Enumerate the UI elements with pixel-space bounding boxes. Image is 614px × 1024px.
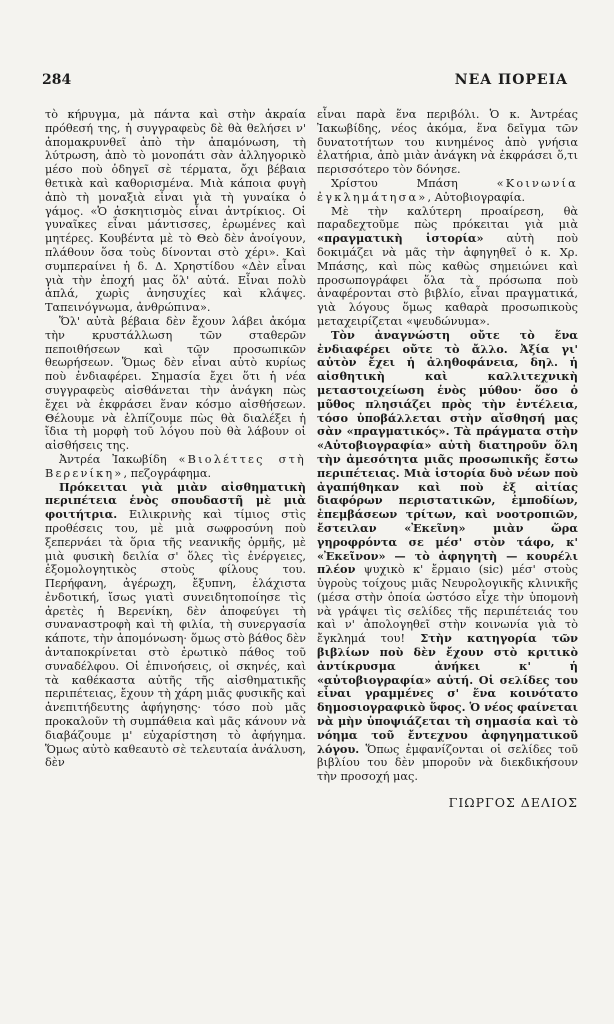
left-column [45,108,306,770]
text: Ειλικρινὴς καὶ τίμιος στὶς προθέσεις του, μὲ μιὰ σωφροσύνη ποὺ ξεπερνάει τὰ ὅρια τῆς νεανικῆς ὁρμῆς, μὲ μιὰ φυσικὴ δειλία σ' ὅλες τὶς ἐνέργειες, ἐξομολογητικὸς στοὺς φίλους του. Περήφανη, ἀγέρωχη, ἔξυπνη, ἐλάχιστα ἐνδοτική, ἴσως γιατὶ συνειδητοποίησε τὶς ἀρετὲς ἡ Βερενίκη, δὲν ἀποφεύγει τὴ συναναστροφὴ καὶ τὴ φιλία, τὴ συνεργασία κάποτε, τὴν ἀπομόνωση· ὅμως στὸ βάθος δὲν ἀνταποκρίνεται στὸ ἐρωτικὸ πάθος τοῦ συναδέλφου. Οἱ ἐπινοήσεις, οἱ σκηνές, καὶ τὰ καθέκαστα αὐτῆς τῆς αἰσθηματικῆς περιπέτειας, ἔχουν τὴ χάρη μιᾶς φυσικῆς καὶ ἀνεπιτήδευτης ἀφήγησης· τόσο ποὺ μᾶς προκαλοῦν τὴ συμπάθεια καὶ μᾶς κάνουν νὰ διαβάζουμε μ' εὐχαρίστηση τὸ ἀφήγημα. Ὅμως αὐτὸ καθεαυτὸ σὲ τελευταία ἀνάλυση, δὲν [45,508,306,770]
continued-paragraph: εἶναι παρὰ ἕνα περιβόλι. Ὁ κ. Ἀντρέας Ἰακωβίδης, νέος ἀκόμα, ἕνα δεῖγμα τῶν δυνατοτήτων του κινημένος ἀπὸ γνήσια ἐλατήρια, ἀπὸ μιὰν ἀνάγκη νὰ ἐκφράσει ὅ,τι περισσότερο τὸν δόνησε. [317,108,578,177]
paragraph [45,481,306,771]
bold-text: «πραγματικὴ ἱστορία» [317,231,484,246]
text: Μὲ τὴν καλύτερη προαίρεση, θὰ παραδεχτοῦμε πὼς πρόκειται γιὰ μιὰ [317,204,578,232]
review-book-title: «Βιολέττες στὴ Βερενίκη» [45,452,307,480]
page-number: 284 [42,72,72,88]
paragraph [317,329,578,784]
review-genre: , Αὐτοβιογραφία. [427,190,526,204]
author-signature: ΓΙΩΡΓΟΣ ΔΕΛΙΟΣ [448,795,578,811]
text: αὐτὴ ποὺ δοκιμάζει νὰ μᾶς τὴν ἀφηγηθεῖ ὁ κ. Χρ. Μπάσης, καὶ πὼς καθὼς σημειώνει καὶ προσωπογράφει ὅλα τὰ πρόσωπα ποὺ ἀναφέρονται στὸ βιβλίο, εἶναι πραγματικά, γιὰ λόγους ὅμως καθαρὰ προσωπικοὺς μεταχειρίζεται «ψευδώνυμα». [317,232,578,328]
paragraph [317,205,578,329]
bold-text: Τὸν ἀναγνώστη οὔτε τὸ ἕνα ἐνδιαφέρει οὔτε τὸ ἄλλο. Ἀξία γι' αὐτὸν ἔχει ἡ ἀληθοφάνεια, δηλ. ἡ αἰσθητικὴ καὶ καλλιτεχνικὴ μεταστοιχείωση ἑνὸς μύθου· ὅσο ὁ μῦθος πλησιάζει πρὸς τὴν ἐντέλεια, τόσο ὑποβάλλεται στὴν αἴσθησή μας σὰν «πραγματικός». Τὰ πράγματα στὴν «Αὐτοβιογραφία» αὐτὴ διατηροῦν ὅλη τὴν ἀμεσότητα μιᾶς προσωπικῆς ἔστω περιπέτειας. Μιὰ ἱστορία δυὸ νέων ποὺ ἀγαπήθηκαν καὶ ποὺ ἐξ αἰτίας διαφόρων περιστατικῶν, ἐμποδίων, ἐπεμβάσεων τρίτων, καὶ νοοτροπιῶν, ἔστειλαν «Ἐκεῖνη» μιὰν ὥρα γηροφρόντα σε μέσ' στὸν τάφο, κ' «Ἐκεῖνον» — τὸ ἀφηγητὴ — κουρέλι πλέον [317,327,578,577]
continued-paragraph: τὸ κήρυγμα, μὰ πάντα καὶ στὴν ἀκραία πρόθεσή της, ἡ συγγραφεὺς δὲ θὰ θελήσει ν' ἀπομακρυνθεῖ ἀπὸ τὴν ἀπαμόνωση, τὴ λύτρωση, ἀπὸ τὸ μονοπάτι σὰν ἀλληγορικὸ μέσο ποὺ ὁδηγεῖ σὲ τέρματα, ὄχι βέβαια θετικὰ καὶ καθορισμένα. Μιὰ κάποια φυγὴ ἀπὸ τὴ μοναξιὰ εἶναι γιὰ τὴ γυναίκα ὁ γάμος. «Ὁ ἀσκητισμὸς εἶναι ἀντρίκιος. Οἱ γυναῖκες εἶναι μάντισσες, ἐρωμένες καὶ μητέρες. Κουβέντα μὲ τὸ Θεὸ δὲν ἀνοίγουν, πλάθουν ὅσα τοὺς δίνονται στὸ χέρι». Καὶ συμπεραίνει ἡ δ. Δ. Χρηστίδου «Δὲν εἶναι γιὰ τὴν ἐποχή μας ὅλ' αὐτά. Εἶναι πολὺ ἁπλά, χωρὶς ἀνησυχίες καὶ κλάψες. Ταπεινόγνωμα, ἀνθρώπινα». [45,108,306,315]
review-book-title: «Κοινωνία ἐγκλημάτησα» [317,176,579,204]
running-title: ΝΕΑ ΠΟΡΕΙΑ [454,72,568,88]
bold-text: Στὴν κατηγορία τῶν βιβλίων ποὺ δὲν ἔχουν στὸ κριτικὸ ἀντίκρυσμα ἀνήκει κ' ἡ «αὐτοβιογραφία» αὐτή. Οἱ σελίδες του εἶναι γραμμένες σ' ἕνα κοινότατο δημοσιογραφικὸ ὕφος. Ὁ νέος φαίνεται νὰ μὴν ὑποψιάζεται τὴ σημασία καὶ τὸ νόημα τοῦ ἔντεχνου ἀφηγηματικοῦ λόγου. [317,631,578,756]
text: Ὅπως ἐμφανίζονται οἱ σελίδες τοῦ βιβλίου του δὲν μποροῦν νὰ διεκδικήσουν τὴν προσοχή μας. [317,742,578,784]
review-author: Ἀντρέα Ἰακωβίδη [59,452,167,466]
text: ψυχικὸ κ' ἔρμαιο (sic) μέσ' στοὺς ὑγροὺς τοίχους μιᾶς Νευρολογικῆς κλινικῆς (μέσα στὴν ὁποία ὡστόσο εἶχε τὴν ὑπομονὴ νὰ γράψει τὶς σελίδες τῆς περιπέτειάς του καὶ ν' ἀπολογηθεῖ στὴν κοινωνία γιὰ τὸ ἔγκλημά του! [317,563,578,646]
review-genre: , πεζογράφημα. [123,466,212,480]
paragraph: Ὅλ' αὐτὰ βέβαια δὲν ἔχουν λάβει ἀκόμα τὴν κρυστάλλωση τῶν σταθερῶν πεποιθήσεων καὶ τῶν προσωπικῶν θεωρήσεων. Ὅμως δὲν εἶναι αὐτὸ κυρίως ποὺ ἐνδιαφέρει. Σημασία ἔχει ὅτι ἡ νέα συγγραφεὺς αἰσθάνεται τὴν ἀνάγκη πὼς ἔχει νὰ ἐκφράσει ἕναν κόσμο αἰσθήσεων. Θέλουμε νὰ ἐλπίζουμε πὼς θὰ διαλέξει ἡ ἴδια τὴ μορφὴ τοῦ λόγου ποὺ θὰ λάβουν οἱ αἰσθήσεις της. [45,314,306,453]
bold-text: Πρόκειται γιὰ μιὰν αἰσθηματικὴ περιπέτεια ἑνὸς σπουδαστῆ μὲ μιὰ φοιτήτρια. [45,479,306,522]
right-column [317,108,578,810]
review-heading [317,177,578,205]
review-author: Χρίστου Μπάση [331,176,458,190]
page-header [42,72,568,88]
review-heading [45,453,306,481]
